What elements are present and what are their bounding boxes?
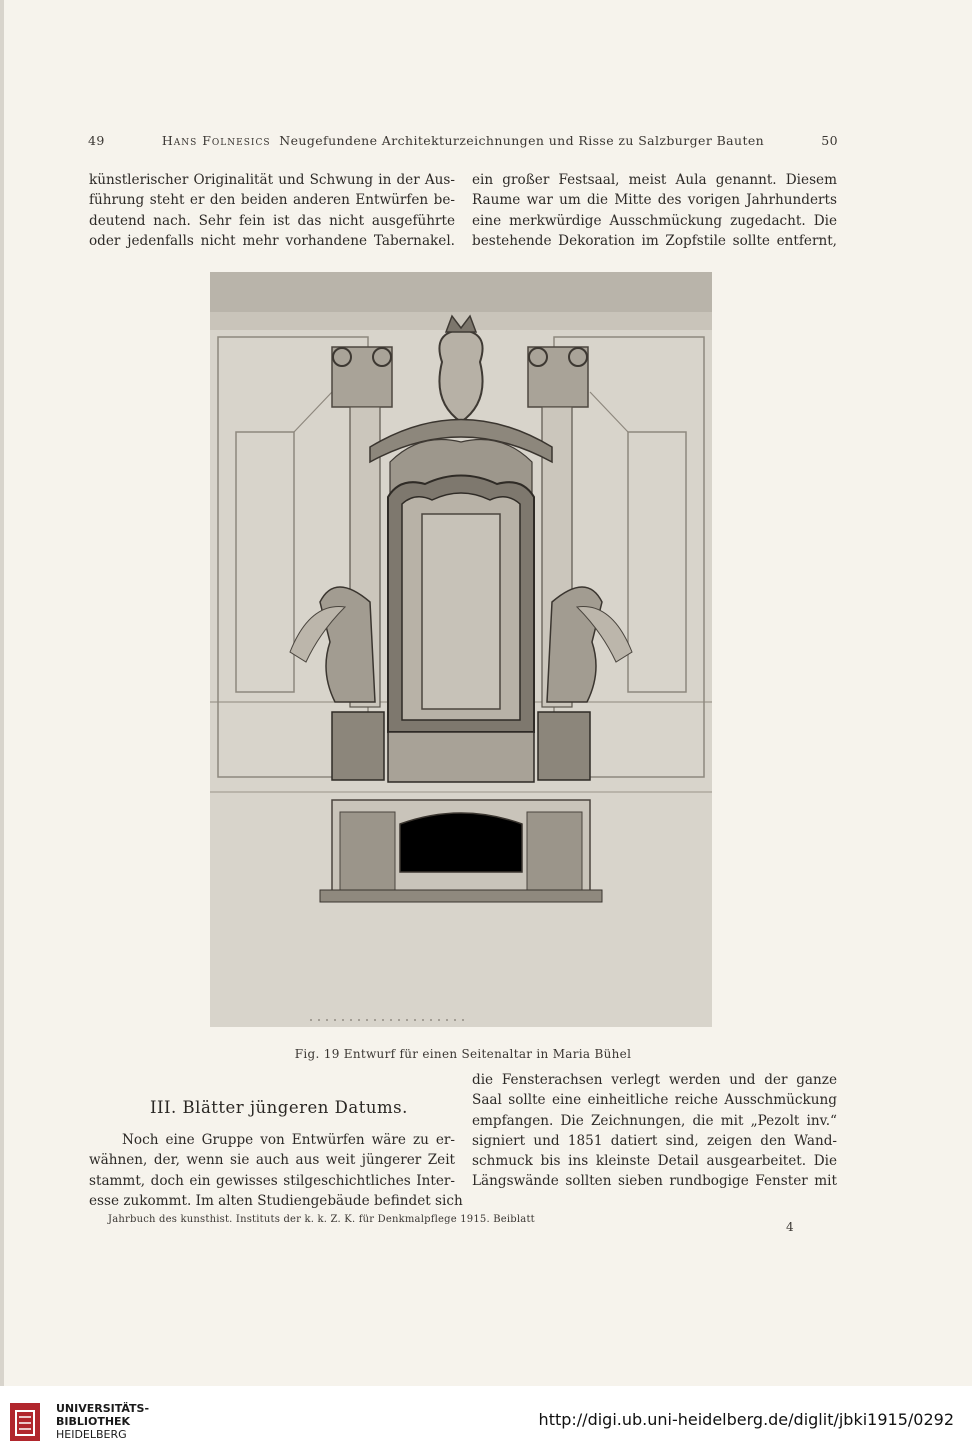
text-column-top-right [472, 170, 837, 251]
text-line: Noch eine Gruppe von Entwürfen wäre zu er- [122, 1132, 455, 1148]
text-line: Raume war um die Mitte des vorigen Jahrhunderts [472, 192, 837, 209]
source-url-link[interactable]: http://digi.ub.uni-heidelberg.de/diglit/jbki1915/0292 [538, 1410, 954, 1429]
page-edge [0, 0, 4, 1456]
author-name: Hans Folnesics [161, 133, 271, 148]
figure-caption: Fig. 19 Entwurf für einen Seitenaltar in Maria Bühel [294, 1047, 632, 1061]
altar-drawing-illustration [210, 272, 712, 1027]
text-line: Saal sollte eine einheitliche reiche Ausschmückung [472, 1092, 837, 1109]
library-name-line: HEIDELBERG [56, 1428, 127, 1441]
altar-drawing-figure [210, 272, 712, 1027]
text-column-bottom-right [472, 1070, 837, 1192]
text-column-bottom-left [89, 1130, 463, 1211]
text-line: esse zukommt. Im alten Studiengebäude befindet sich [89, 1192, 463, 1209]
library-name-line: BIBLIOTHEK [56, 1415, 131, 1428]
text-line: führung steht er den beiden anderen Entwürfen be- [89, 192, 455, 209]
text-line: stammt, doch ein gewisses stilgeschichtliches Inter- [89, 1172, 455, 1189]
text-line: künstlerischer Originalität und Schwung in der Aus- [89, 172, 455, 188]
running-head [88, 133, 838, 153]
library-banner [0, 1386, 972, 1456]
text-line: wähnen, der, wenn sie auch aus weit jüngerer Zeit [89, 1152, 455, 1169]
text-line: eine merkwürdige Ausschmückung zugedacht. Die [472, 212, 837, 229]
text-line: ein großer Festsaal, meist Aula genannt. Diesem [472, 172, 837, 188]
library-logo-icon [8, 1401, 48, 1445]
signature-mark: 4 [786, 1220, 794, 1234]
section-heading: III. Blätter jüngeren Datums. [150, 1098, 408, 1117]
page-number-right: 50 [821, 133, 838, 148]
text-line: signiert und 1851 datiert sind, zeigen den Wand- [472, 1132, 837, 1149]
page-number-left: 49 [88, 133, 105, 148]
text-line: bestehende Dekoration im Zopfstile sollte entfernt, [472, 232, 837, 249]
article-title: Neugefundene Architekturzeichnungen und Risse zu Salzburger Bauten [279, 133, 765, 148]
text-line: empfangen. Die Zeichnungen, die mit „Pezolt inv.“ [472, 1112, 837, 1129]
text-line: schmuck bis ins kleinste Detail ausgearbeitet. Die [472, 1153, 837, 1170]
running-title [88, 133, 838, 148]
library-name [56, 1402, 149, 1441]
text-line: die Fensterachsen verlegt werden und der ganze [472, 1072, 837, 1088]
text-line: deutend nach. Sehr fein ist das nicht ausgeführte [89, 212, 455, 229]
library-name-line: UNIVERSITÄTS- [56, 1402, 150, 1415]
text-line: oder jedenfalls nicht mehr vorhandene Tabernakel. [89, 232, 455, 249]
text-line: Längswände sollten sieben rundbogige Fenster mit [472, 1173, 837, 1190]
text-column-top-left [89, 170, 455, 251]
journal-footer: Jahrbuch des kunsthist. Instituts der k. k. Z. K. für Denkmalpflege 1915. Beiblatt [108, 1214, 535, 1225]
